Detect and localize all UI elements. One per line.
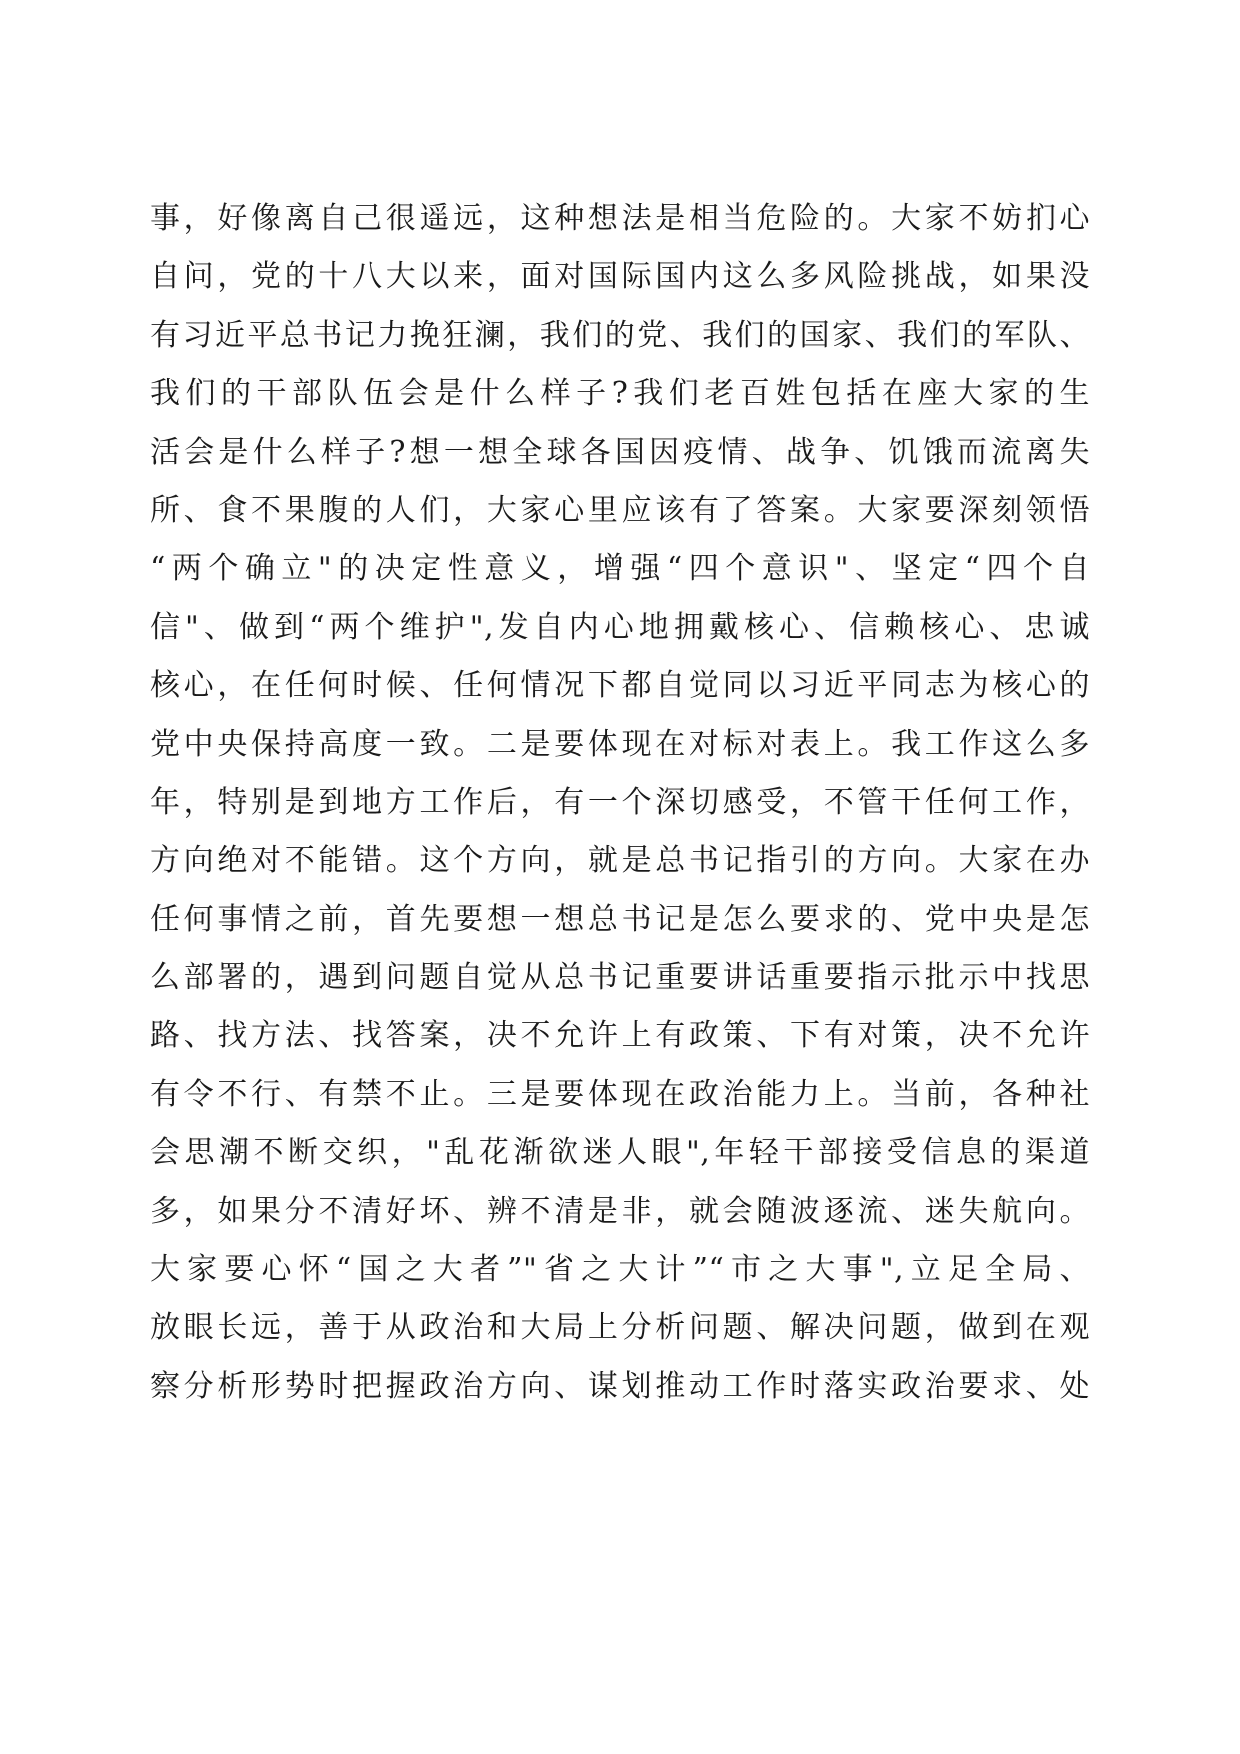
text-line: 所、食不果腹的人们，大家心里应该有了答案。大家要深刻领悟: [150, 492, 1090, 528]
text-line: 党中央保持高度一致。二是要体现在对标对表上。我工作这么多: [150, 726, 1090, 762]
text-line: 么部署的，遇到问题自觉从总书记重要讲话重要指示批示中找思: [150, 960, 1090, 996]
text-line: 事，好像离自己很遥远，这种想法是相当危险的。大家不妨扪心: [150, 201, 1090, 236]
text-line: 信"、做到“两个维护",发自内心地拥戴核心、信赖核心、忠诚: [150, 609, 1090, 645]
text-line: 活会是什么样子?想一想全球各国因疫情、战争、饥饿而流离失: [150, 434, 1090, 470]
text-line: 核心，在任何时候、任何情况下都自觉同以习近平同志为核心的: [150, 668, 1090, 704]
text-line: 有令不行、有禁不止。三是要体现在政治能力上。当前，各种社: [150, 1076, 1090, 1112]
body-text: [150, 190, 1090, 1416]
text-line: 年，特别是到地方工作后，有一个深切感受，不管干任何工作，: [150, 784, 1090, 820]
text-line: 会思潮不断交织，"乱花渐欲迷人眼",年轻干部接受信息的渠道: [150, 1135, 1090, 1171]
text-line: “两个确立"的决定性意义，增强“四个意识"、坚定“四个自: [150, 551, 1090, 587]
text-line: 路、找方法、找答案，决不允许上有政策、下有对策，决不允许: [150, 1018, 1090, 1054]
text-line: 大家要心怀“国之大者”"省之大计”“市之大事",立足全局、: [150, 1252, 1090, 1288]
text-line: 我们的干部队伍会是什么样子?我们老百姓包括在座大家的生: [150, 376, 1090, 412]
text-line: 任何事情之前，首先要想一想总书记是怎么要求的、党中央是怎: [150, 901, 1090, 937]
text-line: 放眼长远，善于从政治和大局上分析问题、解决问题，做到在观: [150, 1310, 1090, 1346]
text-line: 方向绝对不能错。这个方向，就是总书记指引的方向。大家在办: [150, 843, 1090, 879]
text-line: 察分析形势时把握政治方向、谋划推动工作时落实政治要求、处: [150, 1368, 1090, 1404]
text-line: 有习近平总书记力挽狂澜，我们的党、我们的国家、我们的军队、: [150, 317, 1090, 353]
text-line: 自问，党的十八大以来，面对国际国内这么多风险挑战，如果没: [150, 259, 1090, 295]
text-line: 多，如果分不清好坏、辨不清是非，就会随波逐流、迷失航向。: [150, 1193, 1090, 1229]
